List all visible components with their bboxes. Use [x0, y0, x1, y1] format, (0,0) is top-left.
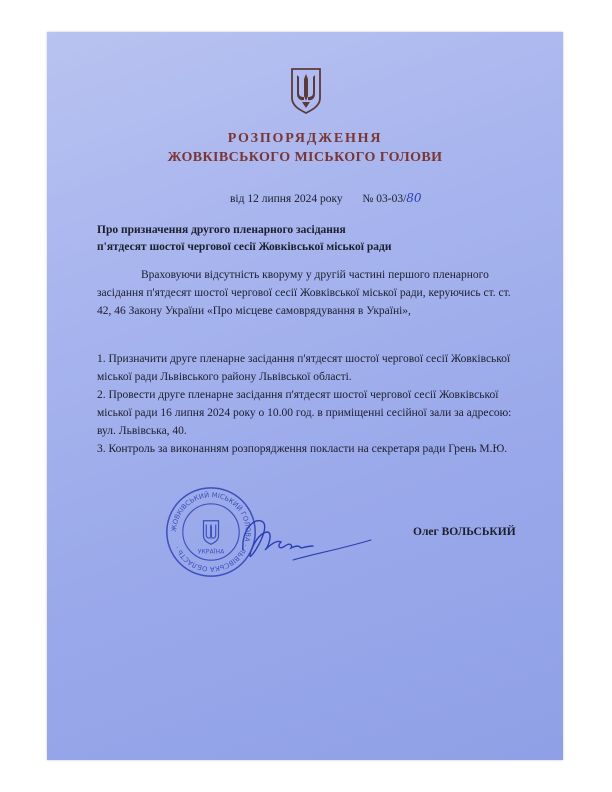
- date-prefix: від: [230, 193, 245, 205]
- order-item-2: 2. Провести друге пленарне засідання п'ятдесят шостої чергової сесії Жовківської міської ради 16 липня 2024 року о 10.00 год. в приміщенні сесійної зали за адресою: вул. Львівська, 40.: [97, 389, 512, 437]
- document-number: № 03-03/: [362, 193, 407, 205]
- document-issuer: ЖОВКІВСЬКОГО МІСЬКОГО ГОЛОВИ: [167, 150, 443, 165]
- coat-of-arms-icon: [290, 66, 322, 114]
- handwritten-number: 80: [406, 191, 422, 205]
- svg-text:ЖОВКІВСЬКИЙ МІСЬКИЙ ГОЛОВА · Л: ЖОВКІВСЬКИЙ МІСЬКИЙ ГОЛОВА · ЛЬВІВСЬКА ОБЛАСТЬ ·: [170, 491, 252, 573]
- document-page: [47, 32, 563, 760]
- preamble-paragraph: [97, 266, 527, 320]
- date-line: [230, 191, 422, 205]
- order-items: [97, 350, 529, 458]
- svg-text:УКРАЇНА: УКРАЇНА: [197, 548, 225, 556]
- document-title: РОЗПОРЯДЖЕННЯ: [227, 131, 383, 146]
- order-item-1: 1. Призначити друге пленарне засідання п'ятдесят шостої чергової сесії Жовківської міської ради Львівського району Львівської області.: [97, 353, 511, 383]
- signer-name: Олег ВОЛЬСЬКИЙ: [413, 526, 516, 538]
- order-item-3: 3. Контроль за виконанням розпорядження покласти на секретаря ради Грень М.Ю.: [97, 443, 508, 455]
- subject-line-1: Про призначення другого пленарного засідання: [97, 224, 346, 236]
- preamble-text: Враховуючи відсутність кворуму у другій частині першого пленарного засідання п'ятдесят шостої чергової сесії Жовківської міської ради, керуючись ст. ст. 42, 46 Закону України «Про місцеве самоврядування в Україні»,: [97, 269, 511, 317]
- subject-line-2: п'ятдесят шостої чергової сесії Жовківської міської ради: [97, 241, 392, 253]
- handwritten-signature: [233, 510, 373, 570]
- document-date: 12 липня 2024 року: [247, 193, 343, 205]
- subject: [97, 222, 391, 256]
